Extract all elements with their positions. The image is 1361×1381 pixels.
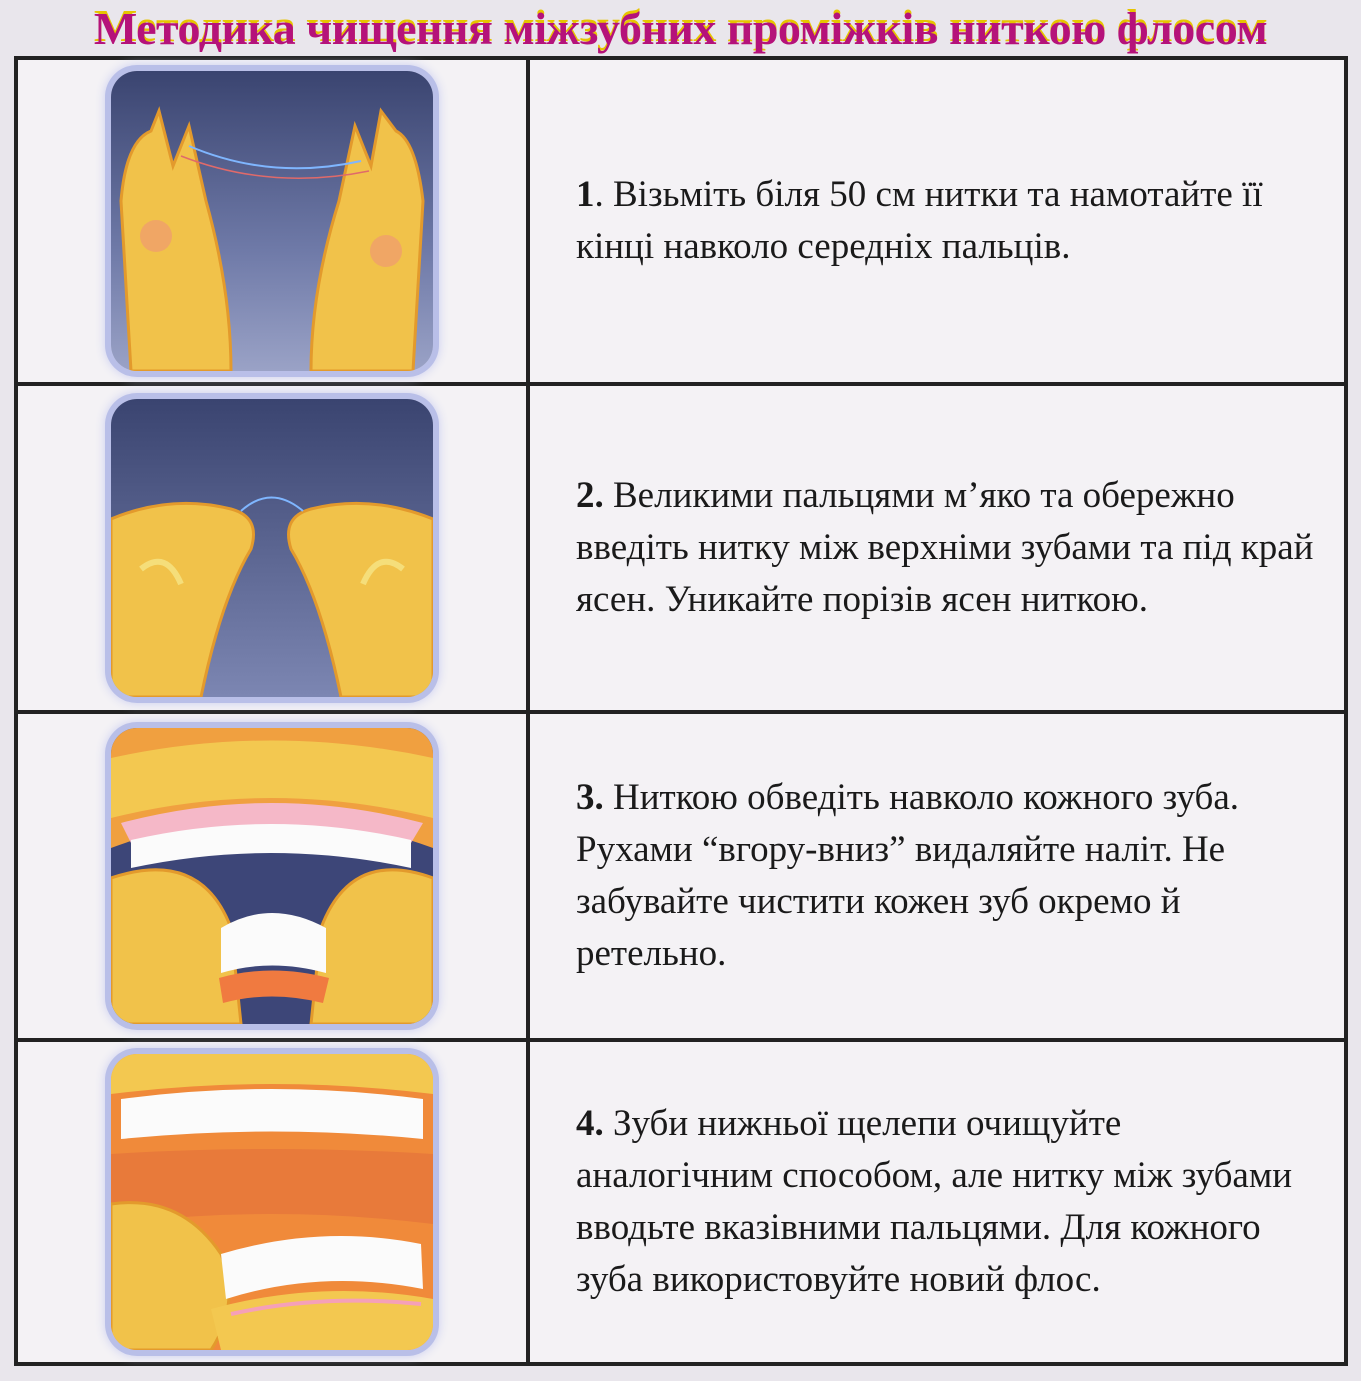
step-4-text: Зуби нижньої щелепи очищуйте аналогічним способом, але нитку між зубами вводьте вказівними пальцями. Для кожного зуба використовуйте новий флос.	[576, 1103, 1293, 1300]
step-4-number: 4.	[576, 1103, 604, 1144]
step-4-image-cell	[18, 1042, 530, 1362]
step-3-text-cell	[530, 714, 1344, 1038]
flossing-upper-teeth-illustration	[111, 728, 433, 1024]
step-2-text: Великими пальцями м’яко та обережно введіть нитку між верхніми зубами та під край ясен. Уникайте порізів ясен ниткою.	[576, 475, 1314, 620]
step-1-instruction	[576, 169, 1324, 273]
step-3-text: Ниткою обведіть навколо кожного зуба. Рухами “вгору-вниз” видаляйте наліт. Не забувайте чистити кожен зуб окремо й ретельно.	[576, 777, 1240, 974]
step-1-number: 1	[576, 174, 595, 215]
hands-wrapping-floss-illustration	[111, 71, 433, 371]
step-row-2	[18, 386, 1344, 714]
step-3-image-cell	[18, 714, 530, 1038]
page-title: Методика чищення міжзубних проміжків ниткою флосом	[93, 3, 1268, 54]
step-row-1	[18, 60, 1344, 386]
step-1-image-cell	[18, 60, 530, 382]
flossing-lower-teeth-illustration	[111, 1054, 433, 1350]
step-2-instruction	[576, 470, 1324, 626]
step-3-instruction	[576, 772, 1324, 980]
step-2-text-cell	[530, 386, 1344, 710]
step-1-text-cell	[530, 60, 1344, 382]
step-4-instruction	[576, 1098, 1324, 1306]
step-4-text-cell	[530, 1042, 1344, 1362]
step-2-number: 2.	[576, 475, 604, 516]
step-row-3	[18, 714, 1344, 1042]
step-1-text: . Візьміть біля 50 см нитки та намотайте її кінці навколо середніх пальців.	[576, 174, 1263, 267]
thumbs-guiding-floss-illustration	[111, 399, 433, 697]
step-row-4	[18, 1042, 1344, 1362]
flossing-steps-table	[14, 56, 1348, 1366]
step-3-number: 3.	[576, 777, 604, 818]
step-2-image-cell	[18, 386, 530, 710]
